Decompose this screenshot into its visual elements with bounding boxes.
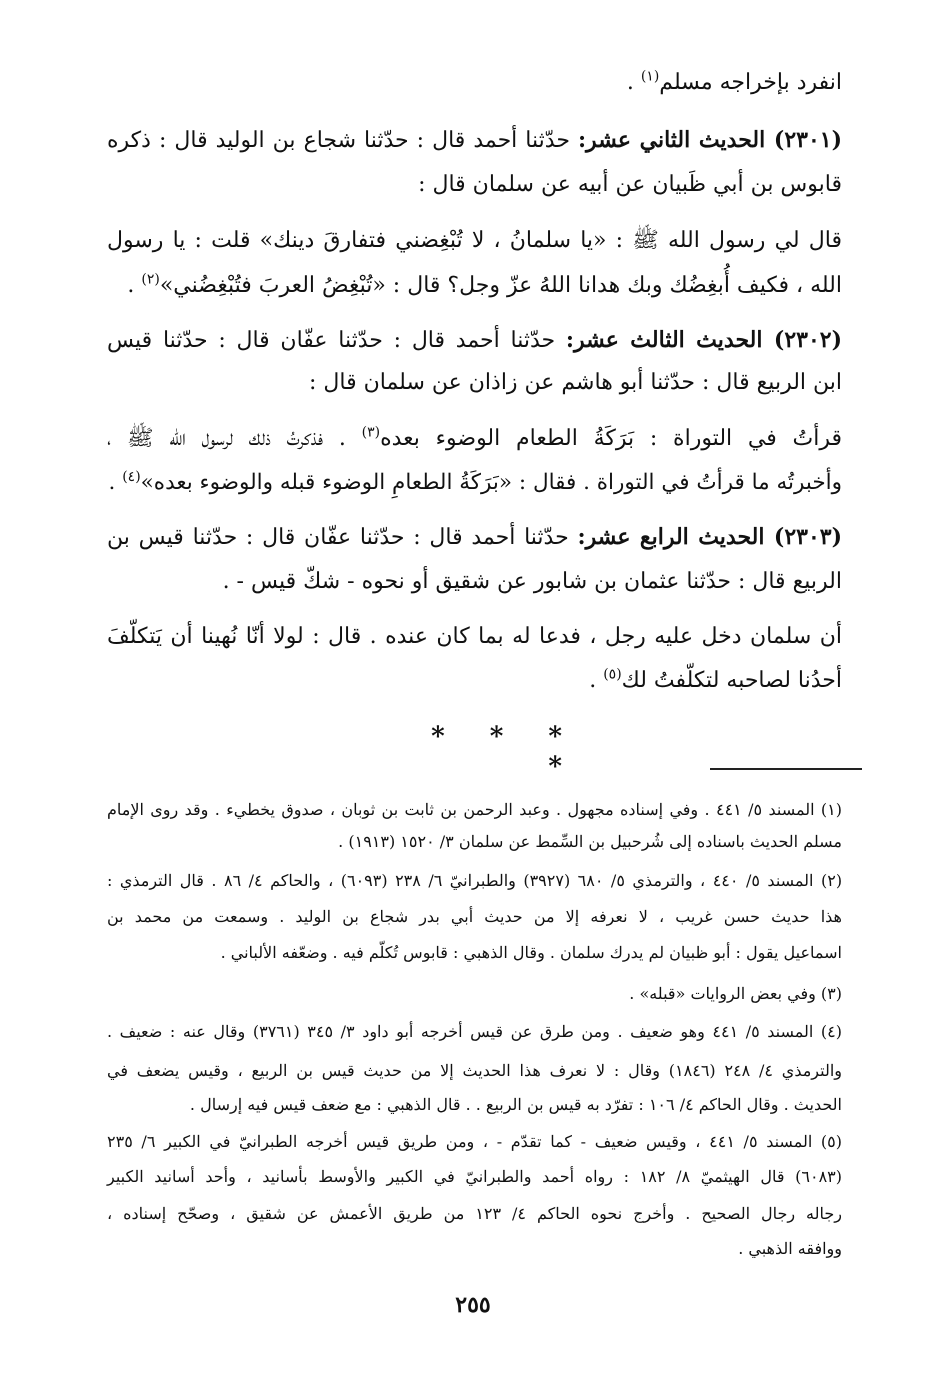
- hadith-2303-heading: (٢٣٠٣) الحديث الرابع عشر: حدّثنا أحمد قال : حدّثنا عفّان قال : حدّثنا قيس بن: [107, 524, 842, 550]
- hadith-number: (٢٣٠١) الحديث الثاني عشر:: [577, 127, 842, 153]
- text-line: أحدُنا لصاحبه لتكلّفتُ لك$^{(٥)}$ .: [589, 666, 842, 693]
- footnote-line: ووافقه الذهبي .: [738, 1239, 842, 1258]
- footnote-1: (١) المسند ٥/ ٤٤١ . وفي إسناده مجهول . وعبد الرحمن بن ثابت بن ثوبان ، صدوق يخطيء . وقد روى الإمام: [107, 800, 843, 819]
- hadith-2303-text: أن سلمان دخل عليه رجل ، فدعا له بما كان عنده . قال : لولا أنّا نُهينا أن يَتكلّفَ: [107, 624, 842, 649]
- hadith-number: (٢٣٠٣) الحديث الرابع عشر:: [577, 524, 842, 550]
- text-line: وأخبرتُه ما قرأتُ في التوراة . فقال : «بَرَكَةُ الطعامِ الوضوء قبله والوضوء بعده»$^{(٤)}$ .: [108, 468, 842, 495]
- hadith-number: (٢٣٠٢) الحديث الثالث عشر:: [565, 327, 842, 353]
- footnote-divider: [710, 768, 862, 770]
- hadith-2301-text: قال لي رسول الله ﷺ : «يا سلمانُ ، لا تُبْغِضني فتفارقَ دينك» قلت : يا رسول: [107, 228, 842, 253]
- footnote-5: (٥) المسند ٥/ ٤٤١ ، وقيس ضعيف - كما تقدّم - ، ومن طريق قيس أخرجه الطبرانيّ في الكبير ٦/ ٢٣٥: [107, 1132, 842, 1151]
- section-separator: * * * *: [431, 722, 580, 782]
- footnote-line: والترمذي ٤/ ٢٤٨ (١٨٤٦) وقال : لا نعرف هذا الحديث إلا من حديث قيس بن الربيع ، وقيس يضعف في: [107, 1061, 843, 1080]
- footnote-4: (٤) المسند ٥/ ٤٤١ وهو ضعيف . ومن طرق عن قيس أخرجه أبو داود ٣/ ٣٤٥ (٣٧٦١) وقال عنه : ضعيف .: [107, 1022, 843, 1041]
- footnote-2: (٢) المسند ٥/ ٤٤٠ ، والترمذي ٥/ ٦٨٠ (٣٩٢٧) والطبرانيّ ٦/ ٢٣٨ (٦٠٩٣) ، والحاكم ٤/ ٨٦ . قال الترمذي :: [107, 871, 843, 890]
- text-line: الله ، فكيف أُبغِضُك وبك هدانا اللهُ عزّ وجل؟ قال : «تُبْغِضُ العربَ فتُبْغِضُني»$^{(٢)}$ .: [127, 271, 842, 298]
- footnote-line: اسماعيل يقول : أبو ظبيان لم يدرك سلمان . وقال الذهبي : قابوس تُكلّم فيه . وضعّفه الألباني .: [220, 943, 842, 962]
- footnote-line: مسلم الحديث باسناده إلى شُرحبيل بن السِّمط عن سلمان ٣/ ١٥٢٠ (١٩١٣) .: [338, 832, 842, 851]
- footnote-ref[interactable]: (٢): [141, 271, 160, 288]
- footnote-ref[interactable]: (٥): [603, 666, 622, 683]
- footnote-ref[interactable]: (٣): [361, 424, 381, 441]
- footnote-3: (٣) وفي بعض الروايات «قبله» .: [629, 984, 842, 1003]
- footnote-line: رجاله رجال الصحيح . وأخرج نحوه الحاكم ٤/ ١٢٣ من طريق الأعمش عن شقيق ، وصحّح إسناده ،: [107, 1204, 843, 1223]
- hadith-2302-text: قرأتُ في التوراة : بَرَكَةُ الطعام الوضوء بعده$^{(٣)}$ . فذكرتُ ذلك لرسول الله ﷺ ،: [107, 424, 843, 451]
- text-line: قابوس بن أبي ظَبيان عن أبيه عن سلمان قال :: [418, 172, 842, 197]
- text-line: ابن الربيع قال : حدّثنا أبو هاشم عن زاذان عن سلمان قال :: [309, 370, 842, 395]
- footnote-ref[interactable]: (٤): [122, 468, 141, 485]
- text-line: انفرد بإخراجه مسلم$^{(١)}$ .: [626, 68, 842, 95]
- hadith-2302-heading: (٢٣٠٢) الحديث الثالث عشر: حدّثنا أحمد قال : حدّثنا عفّان قال : حدّثنا قيس: [107, 327, 842, 353]
- footnote-ref[interactable]: (١): [640, 68, 660, 85]
- page-number: ٢٥٥: [455, 1292, 491, 1318]
- footnote-line: (٦٠٨٣) قال الهيثميّ ٨/ ١٨٢ : رواه أحمد والطبرانيّ في الكبير والأوسط بأسانيد ، وأحد أسانيد الكبير: [107, 1167, 843, 1186]
- footnote-line: الحديث . وقال الحاكم ٤/ ١٠٦ : تفرّد به قيس بن الربيع . . قال الذهبي : مع ضعف قيس فيه إرسال .: [189, 1095, 842, 1114]
- text-line: الربيع قال : حدّثنا عثمان بن شابور عن شقيق أو نحوه - شكّ قيس - .: [222, 569, 842, 594]
- hadith-2301-heading: (٢٣٠١) الحديث الثاني عشر: حدّثنا أحمد قال : حدّثنا شجاع بن الوليد قال : ذكره: [107, 127, 842, 153]
- footnote-line: هذا حديث حسن غريب ، لا نعرفه إلا من حديث أبي بدر شجاع بن الوليد . وسمعت من محمد بن: [107, 907, 842, 926]
